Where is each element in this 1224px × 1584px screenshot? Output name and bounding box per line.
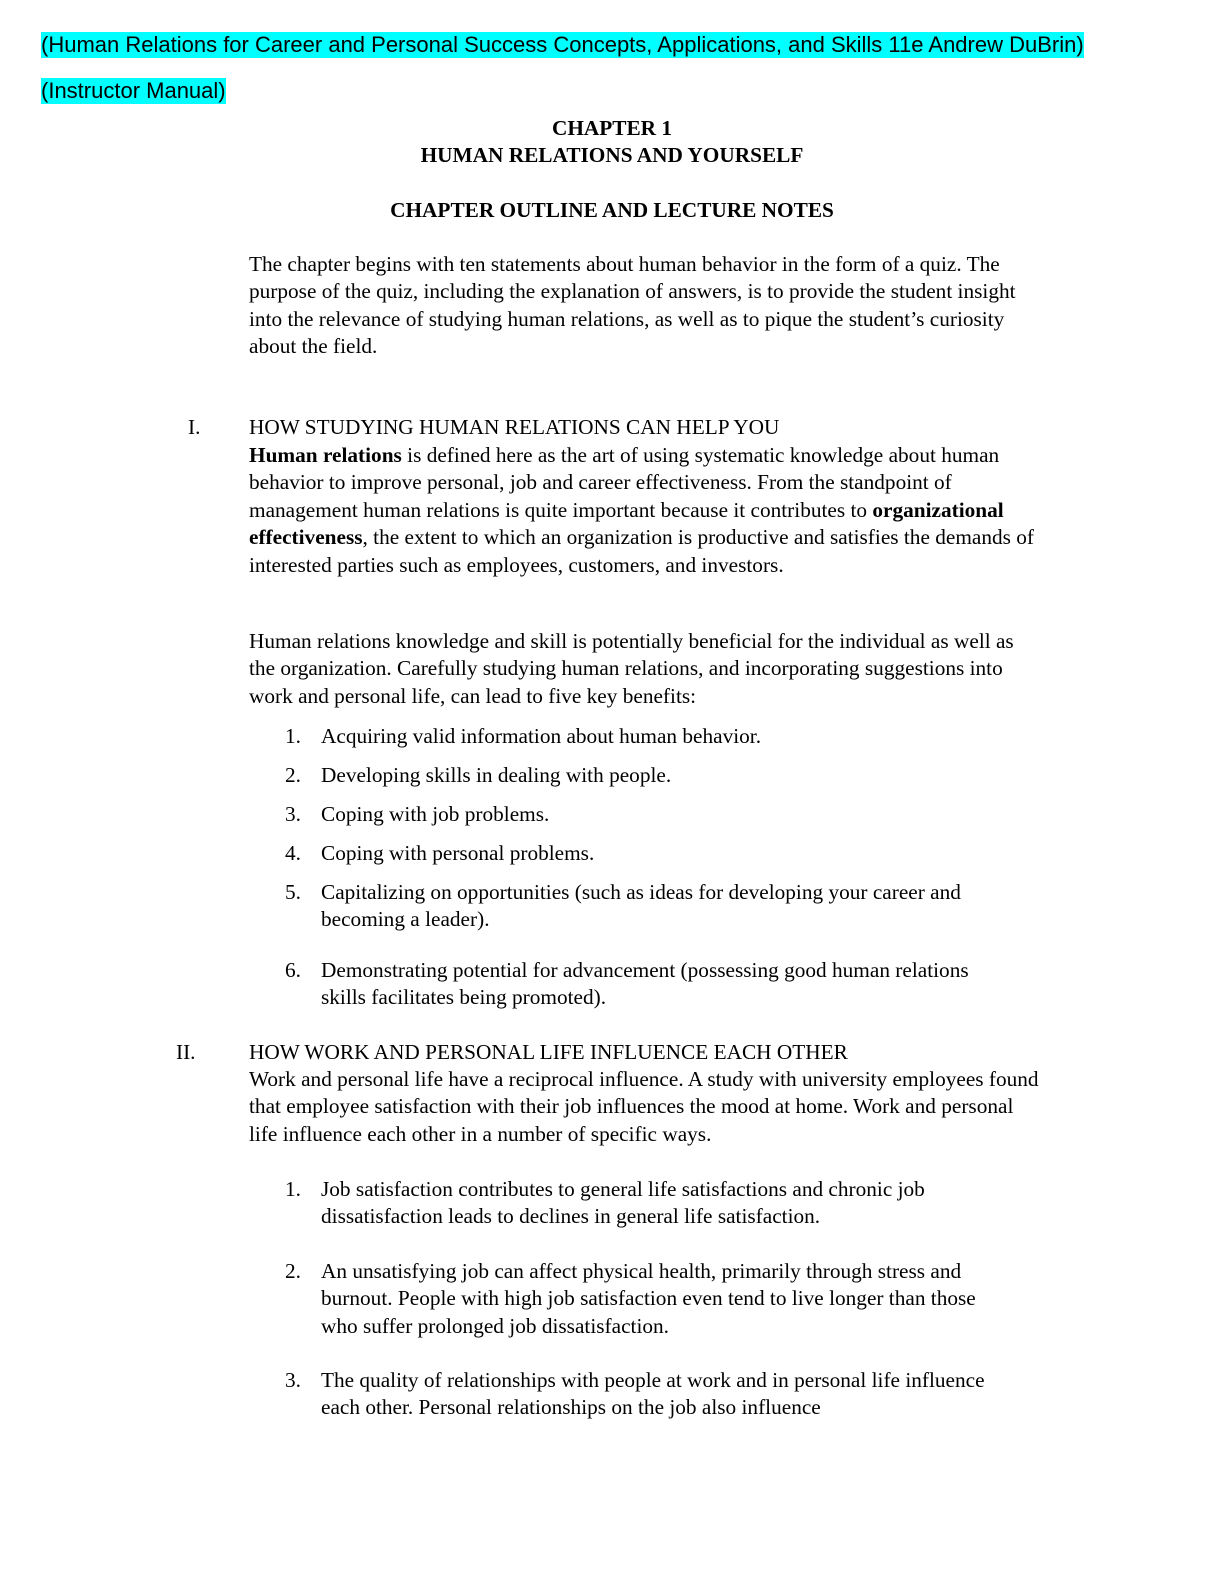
list-item: 1. Acquiring valid information about human behavior.	[285, 724, 762, 748]
instructor-manual-highlight: (Instructor Manual)	[41, 78, 226, 103]
chapter-title: HUMAN RELATIONS AND YOURSELF	[420, 143, 804, 167]
list-item: 3. Coping with job problems.	[285, 802, 550, 826]
list-item: 3. The quality of relationships with people at work and in personal life influence each other. Personal relationships on the job also influence	[285, 1368, 985, 1420]
list-item: 2. An unsatisfying job can affect physical health, primarily through stress and burnout. People with high job satisfaction even tend to live longer than those who suffer prolonged job dissatisfaction.	[285, 1259, 976, 1338]
section-2-paragraph-1: Work and personal life have a reciprocal influence. A study with university employees found that employee satisfaction with their job influences the mood at home. Work and personal life influence each other in a number of specific ways.	[249, 1067, 1039, 1146]
section-1-paragraph-2: Human relations knowledge and skill is potentially beneficial for the individual as well as the organization. Carefully studying human relations, and incorporating suggestions into work and personal life, can lead to five key benefits:	[249, 629, 1014, 708]
list-item: 1. Job satisfaction contributes to general life satisfactions and chronic job dissatisfaction leads to declines in general life satisfaction.	[285, 1177, 925, 1229]
section-1-numeral: I.	[188, 415, 201, 439]
term-organizational-effectiveness: organizational effectiveness	[249, 497, 1004, 550]
section-1-heading: HOW STUDYING HUMAN RELATIONS CAN HELP YOU	[249, 415, 780, 439]
list-item: 2. Developing skills in dealing with people.	[285, 763, 672, 787]
term-human-relations: Human relations	[249, 443, 402, 467]
section-1-paragraph-1: Human relations is defined here as the art of using systematic knowledge about human behavior to improve personal, job and career effectiveness. From the standpoint of management human relations is quite important because it contributes to organizational effectiveness, the extent to which an organization is productive and satisfies the demands of interested parties such as employees, customers, and investors.	[249, 443, 1034, 577]
chapter-number: CHAPTER 1	[551, 116, 673, 140]
section-2-heading: HOW WORK AND PERSONAL LIFE INFLUENCE EACH OTHER	[249, 1040, 848, 1064]
section-2-numeral: II.	[176, 1040, 196, 1064]
list-item: 4. Coping with personal problems.	[285, 841, 595, 865]
list-item: 5. Capitalizing on opportunities (such as ideas for developing your career and becoming a leader).	[285, 880, 961, 932]
list-item: 6. Demonstrating potential for advancement (possessing good human relations skills facilitates being promoted).	[285, 958, 969, 1010]
section-title: CHAPTER OUTLINE AND LECTURE NOTES	[390, 198, 834, 222]
book-title-highlight: (Human Relations for Career and Personal Success Concepts, Applications, and Skills 11e Andrew DuBrin)	[41, 32, 1084, 57]
intro-paragraph: The chapter begins with ten statements about human behavior in the form of a quiz. The purpose of the quiz, including the explanation of answers, is to provide the student insight into the relevance of studying human relations, as well as to pique the student’s curiosity about the field.	[249, 252, 1016, 359]
